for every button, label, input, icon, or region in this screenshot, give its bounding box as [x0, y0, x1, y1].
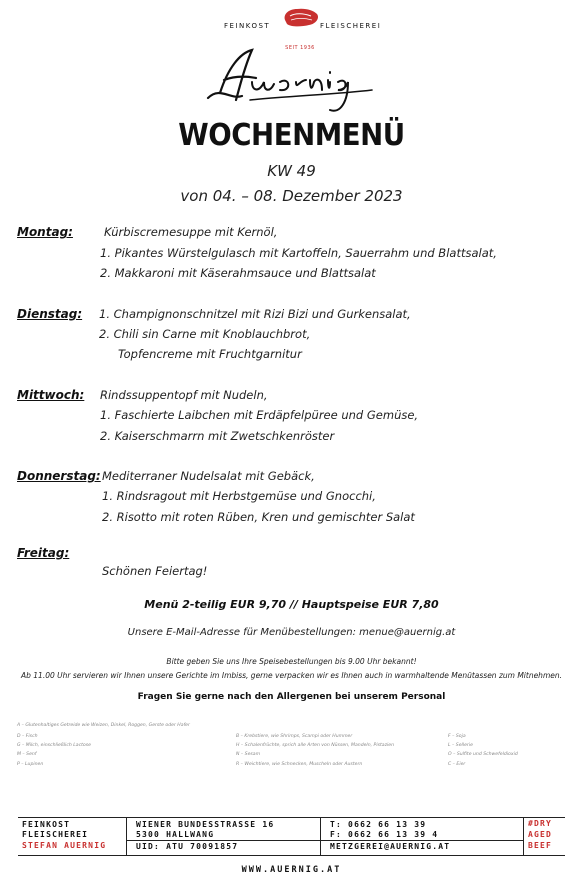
soup-mittwoch: Rindssuppentopf mit Nudeln, — [100, 388, 268, 402]
page-title: WOCHENMENÜ — [178, 118, 405, 153]
allergen-c: C – Eier — [448, 762, 466, 767]
footer-tag-beef: BEEF — [528, 841, 553, 850]
dish-dienstag-1: 1. Champignonschnitzel mit Rizi Bizi und Gurkensalat, — [99, 307, 411, 321]
footer-divider-1 — [126, 818, 127, 855]
date-range: von 04. – 08. Dezember 2023 — [180, 187, 403, 205]
logo-feinkost: FEINKOST — [224, 22, 271, 30]
allergen-a: A – Glutenhaltiges Getreide wie Weizen, Dinkel, Roggen, Gerste oder Hafer — [17, 723, 190, 728]
allergen-b: B – Krebstiere, wie Shrimps, Scampi oder Hummer — [236, 734, 353, 739]
footer-hline — [126, 840, 523, 841]
footer-divider-3 — [523, 818, 524, 855]
footer-tag-aged: AGED — [528, 830, 553, 839]
allergen-p: P – Lupinen — [17, 762, 44, 767]
dish-donnerstag-1: 1. Rindsragout mit Herbstgemüse und Gnocchi, — [102, 489, 376, 503]
allergen-prompt: Fragen Sie gerne nach den Allergenen bei unserem Personal — [137, 692, 446, 702]
email-line: Unsere E-Mail-Adresse für Menübestellungen: menue@auernig.at — [127, 627, 456, 638]
footer-feinkost: FEINKOST — [22, 820, 71, 829]
allergen-f: F – Soja — [448, 734, 466, 739]
dish-mittwoch-2: 2. Kaiserschmarrn mit Zwetschkenröster — [100, 429, 335, 443]
auernig-script-logo — [200, 38, 380, 118]
dish-donnerstag-2: 2. Risotto mit roten Rüben, Kren und gemischter Salat — [102, 510, 415, 524]
footer-address-city: 5300 HALLWANG — [136, 830, 215, 839]
footer-fax: F: 0662 66 13 39 4 — [330, 830, 439, 839]
footer-owner: STEFAN AUERNIG — [22, 841, 107, 850]
allergen-n: N – Sesam — [236, 752, 261, 757]
dish-dienstag-dessert: Topfencreme mit Fruchtgarnitur — [118, 347, 302, 361]
day-label-mittwoch: Mittwoch: — [17, 388, 85, 402]
logo-since: SEIT 1936 — [285, 45, 315, 51]
footer-box — [18, 817, 565, 856]
dish-mittwoch-1: 1. Faschierte Laibchen mit Erdäpfelpüree und Gemüse, — [100, 408, 419, 422]
logo-fleischerei: FLEISCHEREI — [320, 22, 382, 30]
allergen-d: D – Fisch — [17, 734, 38, 739]
dish-montag-2: 2. Makkaroni mit Käserahmsauce und Blattsalat — [100, 266, 376, 280]
website-link[interactable]: WWW.AUERNIG.AT — [241, 865, 342, 875]
note-freitag: Schönen Feiertag! — [102, 564, 208, 578]
week-number: KW 49 — [267, 162, 316, 180]
allergen-l: L – Sellerie — [448, 743, 473, 748]
day-label-freitag: Freitag: — [17, 546, 70, 560]
day-label-montag: Montag: — [17, 225, 73, 239]
allergen-o: O – Sulfite und Schwefeldioxid — [448, 752, 518, 757]
allergen-h: H – Schalenfrüchte, sprich alle Arten von Nüssen, Mandeln, Pistazien — [236, 743, 395, 748]
order-deadline-info: Bitte geben Sie uns Ihre Speisebestellungen bis 9.00 Uhr bekannt! — [166, 657, 417, 666]
dish-dienstag-2: 2. Chili sin Carne mit Knoblauchbrot, — [99, 327, 311, 341]
allergen-m: M – Senf — [17, 752, 37, 757]
footer-uid: UID: ATU 70091857 — [136, 842, 239, 851]
footer-address-street: WIENER BUNDESSTRASSE 16 — [136, 820, 275, 829]
footer-email[interactable]: METZGEREI@AUERNIG.AT — [330, 842, 451, 851]
footer-divider-2 — [320, 818, 321, 855]
day-label-dienstag: Dienstag: — [17, 307, 83, 321]
soup-montag: Kürbiscremesuppe mit Kernöl, — [104, 225, 278, 239]
footer-fleischerei: FLEISCHEREI — [22, 830, 89, 839]
footer-tag-dry: #DRY — [528, 819, 553, 828]
logo-steak-icon — [281, 6, 321, 30]
dish-montag-1: 1. Pikantes Würstelgulasch mit Kartoffeln, Sauerrahm und Blattsalat, — [100, 246, 497, 260]
soup-donnerstag: Mediterraner Nudelsalat mit Gebäck, — [102, 469, 315, 483]
serving-info: Ab 11.00 Uhr servieren wir Ihnen unsere Gerichte im Imbiss, gerne verpacken wir es Ihnen auch in warmhaltende Menütassen zum Mitnehmen. — [21, 671, 562, 680]
allergen-r: R – Weichtiere, wie Schnecken, Muscheln oder Austern — [236, 762, 363, 767]
footer-phone[interactable]: T: 0662 66 13 39 — [330, 820, 427, 829]
day-label-donnerstag: Donnerstag: — [17, 469, 101, 483]
price-line: Menü 2-teilig EUR 9,70 // Hauptspeise EUR 7,80 — [144, 598, 439, 611]
allergen-g: G – Milch, einschließlich Lactose — [17, 743, 91, 748]
